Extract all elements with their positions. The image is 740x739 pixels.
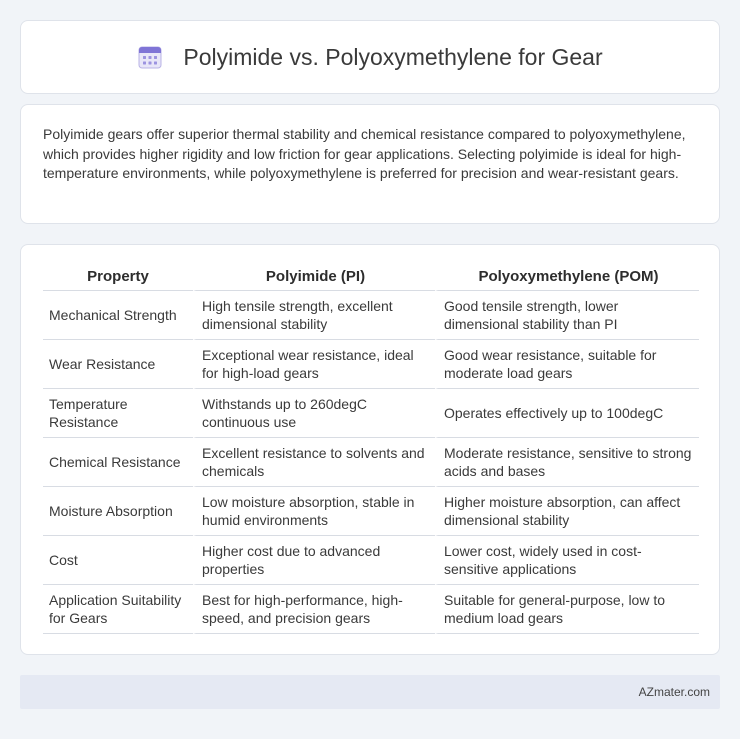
polyoxymethylene-cell: Suitable for general-purpose, low to medium load gears bbox=[435, 585, 699, 634]
table-row bbox=[43, 291, 699, 340]
polyimide-cell: Exceptional wear resistance, ideal for high-load gears bbox=[193, 340, 435, 389]
property-cell: Cost bbox=[43, 536, 193, 585]
polyoxymethylene-cell: Operates effectively up to 100degC bbox=[435, 389, 699, 438]
table-row bbox=[43, 389, 699, 438]
property-cell: Wear Resistance bbox=[43, 340, 193, 389]
comparison-table bbox=[43, 263, 699, 634]
table-row bbox=[43, 438, 699, 487]
polyoxymethylene-cell: Lower cost, widely used in cost-sensitive applications bbox=[435, 536, 699, 585]
header-polyoxymethylene: Polyoxymethylene (POM) bbox=[435, 263, 699, 291]
table-row bbox=[43, 487, 699, 536]
polyimide-cell: High tensile strength, excellent dimensional stability bbox=[193, 291, 435, 340]
calendar-icon bbox=[137, 44, 163, 70]
polyoxymethylene-cell: Good wear resistance, suitable for moderate load gears bbox=[435, 340, 699, 389]
property-cell: Application Suitability for Gears bbox=[43, 585, 193, 634]
polyoxymethylene-cell: Good tensile strength, lower dimensional stability than PI bbox=[435, 291, 699, 340]
property-cell: Chemical Resistance bbox=[43, 438, 193, 487]
property-cell: Mechanical Strength bbox=[43, 291, 193, 340]
property-cell: Temperature Resistance bbox=[43, 389, 193, 438]
intro-card bbox=[20, 104, 720, 224]
intro-text: Polyimide gears offer superior thermal stability and chemical resistance compared to polyoxymethylene, which provides higher rigidity and low friction for gear applications. Selecting polyimide is ideal for high-temperature environments, while polyoxymethylene is preferred for precision and wear-resistant gears. bbox=[43, 126, 686, 181]
table-row bbox=[43, 585, 699, 634]
polyimide-cell: Best for high-performance, high-speed, and precision gears bbox=[193, 585, 435, 634]
header-polyimide: Polyimide (PI) bbox=[193, 263, 435, 291]
title-card bbox=[20, 20, 720, 94]
polyimide-cell: Excellent resistance to solvents and chemicals bbox=[193, 438, 435, 487]
table-row bbox=[43, 536, 699, 585]
table-row bbox=[43, 340, 699, 389]
polyoxymethylene-cell: Moderate resistance, sensitive to strong acids and bases bbox=[435, 438, 699, 487]
polyoxymethylene-cell: Higher moisture absorption, can affect dimensional stability bbox=[435, 487, 699, 536]
table-header-row bbox=[43, 263, 699, 291]
footer-bar bbox=[20, 675, 720, 709]
polyimide-cell: Withstands up to 260degC continuous use bbox=[193, 389, 435, 438]
polyimide-cell: Higher cost due to advanced properties bbox=[193, 536, 435, 585]
header-property: Property bbox=[43, 263, 193, 291]
footer-credit: AZmater.com bbox=[638, 685, 710, 699]
comparison-card bbox=[20, 244, 720, 655]
page-title: Polyimide vs. Polyoxymethylene for Gear bbox=[183, 43, 603, 70]
polyimide-cell: Low moisture absorption, stable in humid environments bbox=[193, 487, 435, 536]
property-cell: Moisture Absorption bbox=[43, 487, 193, 536]
